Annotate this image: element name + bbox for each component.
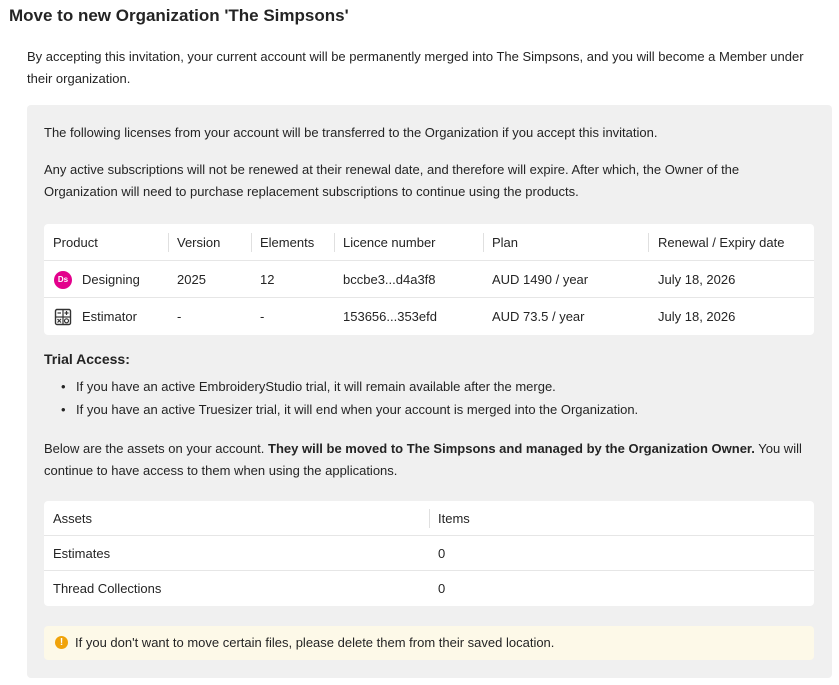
page-title: Move to new Organization 'The Simpsons' bbox=[9, 6, 349, 25]
subscriptions-text: Any active subscriptions will not be renewed at their renewal date, and therefore will expire. After which, the Owner of the Organization will need to purchase replacement subscriptions to continue using the products. bbox=[44, 162, 740, 199]
trial-access-heading: Trial Access: bbox=[44, 351, 130, 367]
licence-number: bccbe3...d4a3f8 bbox=[343, 272, 436, 287]
designing-icon: Ds bbox=[54, 271, 72, 289]
estimator-icon bbox=[54, 308, 72, 326]
license-table bbox=[44, 224, 814, 335]
header-assets: Assets bbox=[53, 511, 93, 526]
product-elements: - bbox=[260, 309, 265, 324]
list-item: • If you have an active Truesizer trial, it will end when your account is merged into the Organization. bbox=[61, 398, 638, 421]
table-row bbox=[44, 298, 814, 335]
asset-count: 0 bbox=[438, 546, 446, 561]
renewal-date: July 18, 2026 bbox=[658, 272, 736, 287]
table-row bbox=[44, 261, 814, 298]
header-product: Product bbox=[53, 235, 98, 250]
assets-text-after: You will continue to have access to them when using the applications. bbox=[44, 441, 802, 478]
product-elements: 12 bbox=[260, 272, 275, 287]
plan-price: AUD 1490 / year bbox=[492, 272, 589, 287]
notice-text: If you don't want to move certain files, please delete them from their saved location. bbox=[75, 635, 555, 650]
assets-table-header bbox=[44, 501, 814, 536]
transfer-details-panel bbox=[27, 105, 832, 678]
assets-text-before: Below are the assets on your account. bbox=[44, 441, 269, 456]
licence-number: 153656...353efd bbox=[343, 309, 437, 324]
table-row bbox=[44, 571, 814, 606]
warning-notice bbox=[44, 626, 814, 660]
product-version: 2025 bbox=[177, 272, 206, 287]
asset-name: Estimates bbox=[53, 546, 111, 561]
product-version: - bbox=[177, 309, 182, 324]
assets-table bbox=[44, 501, 814, 606]
assets-intro-text bbox=[44, 438, 804, 482]
asset-name: Thread Collections bbox=[53, 581, 162, 596]
trial-access-list bbox=[61, 375, 638, 421]
plan-price: AUD 73.5 / year bbox=[492, 309, 585, 324]
intro-text: By accepting this invitation, your current account will be permanently merged into The Simpsons, and you will become a Member under their organization. bbox=[27, 49, 804, 86]
licenses-intro-text: The following licenses from your account will be transferred to the Organization if you accept this invitation. bbox=[44, 125, 658, 140]
product-name: Designing bbox=[82, 272, 140, 287]
list-item: • If you have an active EmbroideryStudio trial, it will remain available after the merge. bbox=[61, 375, 638, 398]
renewal-date: July 18, 2026 bbox=[658, 309, 736, 324]
header-renewal-date: Renewal / Expiry date bbox=[658, 235, 785, 250]
header-plan: Plan bbox=[492, 235, 519, 250]
table-row bbox=[44, 536, 814, 571]
header-items: Items bbox=[438, 511, 470, 526]
warning-icon: ! bbox=[55, 636, 68, 649]
product-name: Estimator bbox=[82, 309, 137, 324]
assets-text-bold: They will be moved to The Simpsons and managed by the Organization Owner. bbox=[268, 441, 755, 456]
license-table-header bbox=[44, 224, 814, 261]
header-licence-number: Licence number bbox=[343, 235, 436, 250]
header-elements: Elements bbox=[260, 235, 315, 250]
asset-count: 0 bbox=[438, 581, 446, 596]
header-version: Version bbox=[177, 235, 221, 250]
